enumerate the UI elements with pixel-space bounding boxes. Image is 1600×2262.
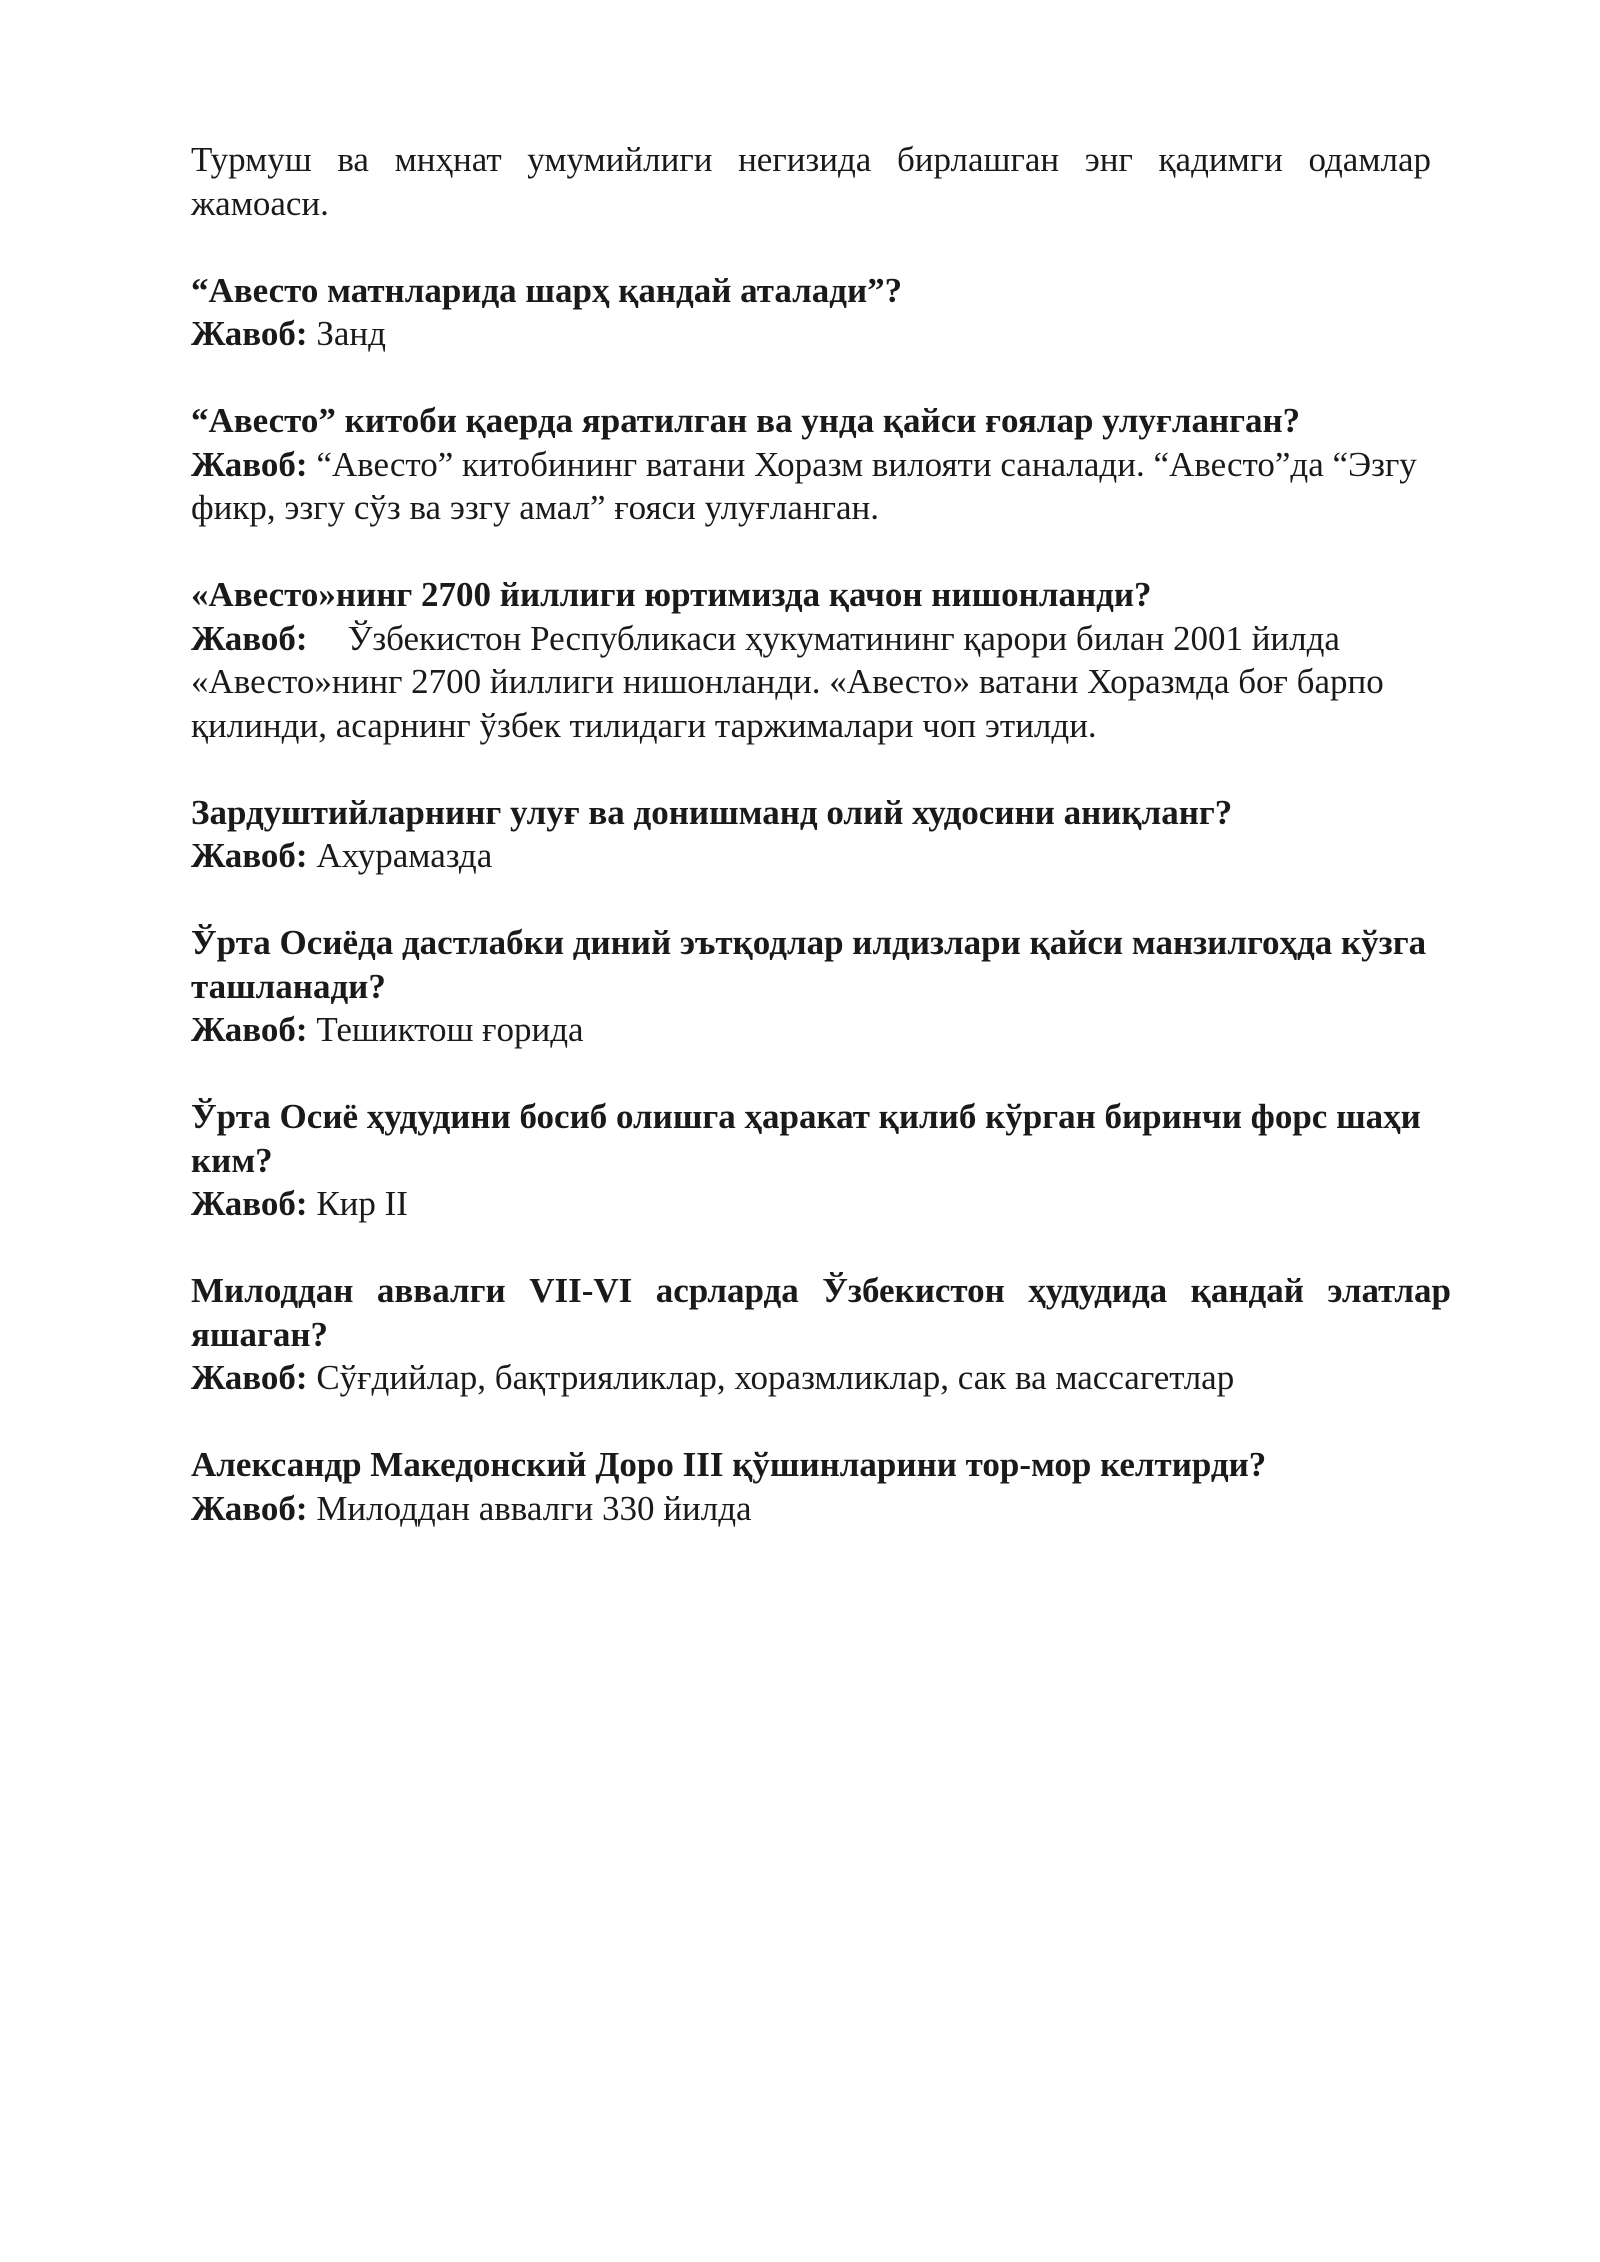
qa-item-2 xyxy=(191,399,1431,530)
answer-text: Ўзбекистон Республикаси ҳукуматининг қарори билан 2001 йилда «Авесто»нинг 2700 йиллиги нишонланди. «Авесто» ватани Хоразмда боғ барпо қилинди, асарнинг ўзбек тилидаги таржималари чоп этилди. xyxy=(191,618,1384,745)
answer-5 xyxy=(191,1008,1431,1052)
answer-label: Жавоб: xyxy=(191,444,308,484)
question-2: “Авесто” китоби қаерда яратилган ва унда қайси ғоялар улуғланган? xyxy=(191,401,1301,440)
qa-item-1 xyxy=(191,269,1431,356)
answer-label: Жавоб: xyxy=(191,1488,308,1528)
answer-text: Милоддан аввалги 330 йилда xyxy=(316,1488,752,1528)
qa-item-6 xyxy=(191,1095,1431,1226)
answer-label: Жавоб: xyxy=(191,836,308,875)
answer-label: Жавоб: xyxy=(191,314,308,353)
question-8: Александр Македонский Доро III қўшинларини тор-мор келтирди? xyxy=(191,1445,1267,1484)
answer-text: Ахурамазда xyxy=(316,836,493,875)
answer-text: “Авесто” китобининг ватани Хоразм вилояти саналади. “Авесто”да “Эзгу фикр, эзгу сўз ва эзгу амал” ғояси улуғланган. xyxy=(191,444,1417,527)
answer-8 xyxy=(191,1487,1431,1531)
intro-paragraph: Турмуш ва мнҳнат умумийлиги негизида бирлашган энг қадимги одамлар жамоаси. xyxy=(191,140,1431,223)
question-4: Зардуштийларнинг улуғ ва донишманд олий худосини аниқланг? xyxy=(191,792,1233,832)
answer-text: Тешиктош ғорида xyxy=(316,1010,584,1049)
answer-label: Жавоб: xyxy=(191,618,308,658)
question-7: Милоддан аввалги VII-VI асрларда Ўзбекистон ҳудудида қандай элатлар яшаган? xyxy=(191,1271,1451,1354)
qa-item-3 xyxy=(191,573,1431,747)
qa-item-8 xyxy=(191,1443,1431,1530)
qa-item-5 xyxy=(191,921,1431,1052)
answer-3 xyxy=(191,617,1431,748)
document-page xyxy=(191,138,1451,1574)
answer-2 xyxy=(191,443,1431,530)
question-5: Ўрта Осиёда дастлабки диний эътқодлар илдизлари қайси манзилгоҳда кўзга ташланади? xyxy=(191,923,1427,1006)
answer-label: Жавоб: xyxy=(191,1010,308,1049)
answer-text: Сўғдийлар, бақтрияликлар, хоразмликлар, сак ва массагетлар xyxy=(316,1358,1235,1397)
answer-4 xyxy=(191,834,1431,878)
question-6: Ўрта Осиё ҳудудини босиб олишга ҳаракат қилиб кўрган биринчи форс шаҳи ким? xyxy=(191,1097,1421,1180)
answer-6 xyxy=(191,1182,1431,1226)
question-1: “Авесто матнларида шарҳ қандай аталади”? xyxy=(191,270,903,310)
answer-1 xyxy=(191,312,1431,356)
qa-item-4 xyxy=(191,791,1431,878)
qa-item-7 xyxy=(191,1269,1451,1400)
question-3: «Авесто»нинг 2700 йиллиги юртимизда қачон нишонланди? xyxy=(191,575,1152,614)
answer-7 xyxy=(191,1356,1431,1400)
answer-text: Кир II xyxy=(316,1184,408,1223)
answer-label: Жавоб: xyxy=(191,1358,308,1397)
answer-text: Занд xyxy=(316,314,386,353)
answer-label: Жавоб: xyxy=(191,1184,308,1223)
